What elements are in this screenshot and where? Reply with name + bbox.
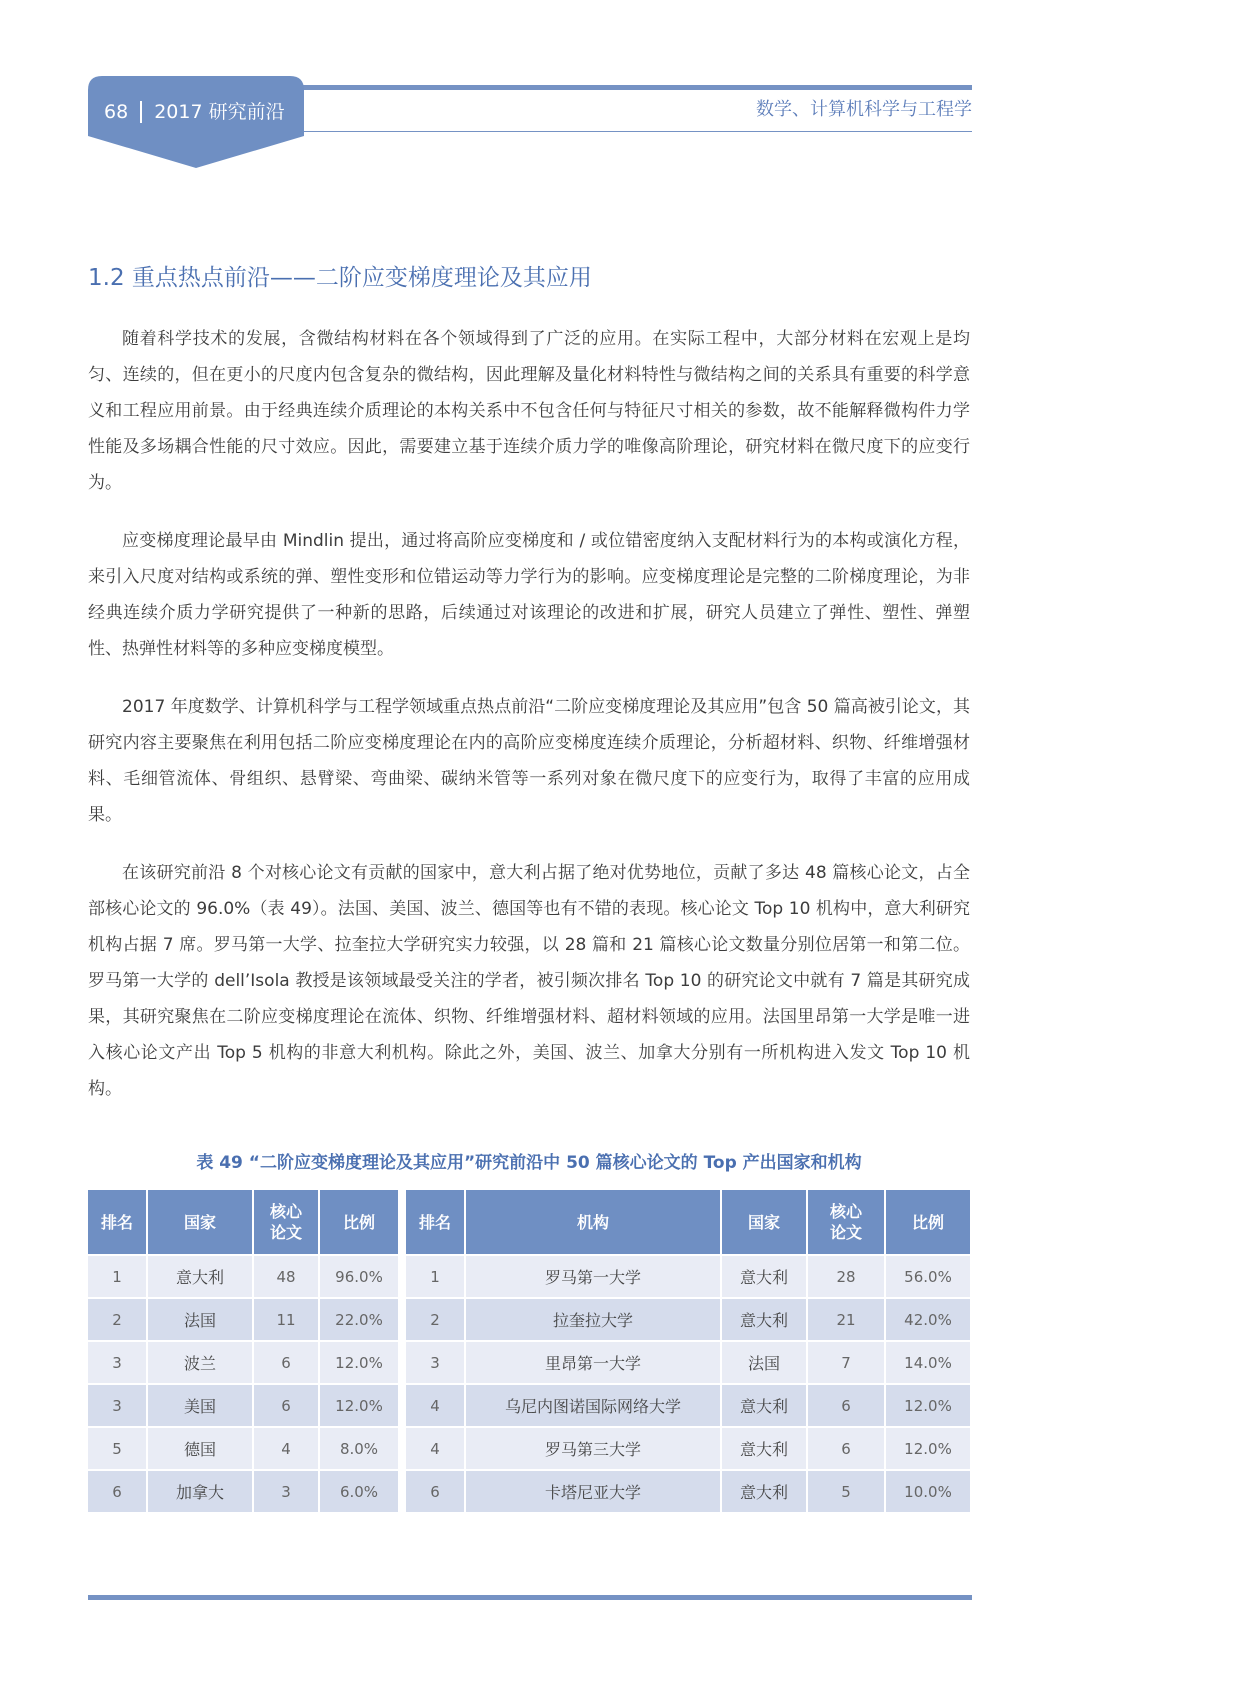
cell-papers: 7 (808, 1340, 886, 1383)
cell-country: 法国 (722, 1340, 808, 1383)
header-rule-top (300, 85, 972, 90)
cell-papers: 3 (254, 1469, 320, 1512)
cell-papers: 6 (808, 1383, 886, 1426)
cell-papers: 28 (808, 1254, 886, 1297)
header-papers: 核心论文 (254, 1190, 320, 1254)
header-country: 国家 (722, 1190, 808, 1254)
cell-papers: 6 (808, 1426, 886, 1469)
table-row (406, 1469, 970, 1512)
cell-ratio: 22.0% (320, 1297, 400, 1340)
header-rank: 排名 (88, 1190, 148, 1254)
cell-country: 意大利 (722, 1469, 808, 1512)
cell-rank: 1 (406, 1254, 466, 1297)
institution-table (406, 1190, 970, 1512)
header-country: 国家 (148, 1190, 254, 1254)
paragraph-3: 2017 年度数学、计算机科学与工程学领域重点热点前沿“二阶应变梯度理论及其应用”包含 50 篇高被引论文，其研究内容主要聚焦在利用包括二阶应变梯度理论在内的高阶应变梯度连续介质理论，分析超材料、织物、纤维增强材料、毛细管流体、骨组织、悬臂梁、弯曲梁、碳纳米管等一系列对象在微尺度下的应变行为，取得了丰富的应用成果。 (88, 697, 970, 825)
cell-papers: 11 (254, 1297, 320, 1340)
header-ratio: 比例 (320, 1190, 400, 1254)
table-row (88, 1297, 400, 1340)
table-row (88, 1426, 400, 1469)
cell-institution: 罗马第三大学 (466, 1426, 722, 1469)
cell-papers: 48 (254, 1254, 320, 1297)
cell-ratio: 96.0% (320, 1254, 400, 1297)
table-row (406, 1297, 970, 1340)
cell-rank: 6 (406, 1469, 466, 1512)
cell-ratio: 8.0% (320, 1426, 400, 1469)
cell-ratio: 12.0% (320, 1340, 400, 1383)
cell-ratio: 14.0% (886, 1340, 970, 1383)
table-row (88, 1254, 400, 1297)
header-ratio: 比例 (886, 1190, 970, 1254)
cell-rank: 2 (406, 1297, 466, 1340)
institution-header-row (406, 1190, 970, 1254)
cell-rank: 3 (406, 1340, 466, 1383)
cell-rank: 3 (88, 1340, 148, 1383)
cell-institution: 乌尼内图诺国际网络大学 (466, 1383, 722, 1426)
cell-ratio: 12.0% (886, 1426, 970, 1469)
cell-country: 意大利 (722, 1254, 808, 1297)
cell-institution: 拉奎拉大学 (466, 1297, 722, 1340)
table-row (406, 1426, 970, 1469)
country-table (88, 1190, 400, 1512)
header-tab (88, 76, 304, 168)
cell-country: 意大利 (722, 1297, 808, 1340)
cell-ratio: 56.0% (886, 1254, 970, 1297)
cell-papers: 5 (808, 1469, 886, 1512)
header-institution: 机构 (466, 1190, 722, 1254)
table-row (406, 1254, 970, 1297)
footer-rule (88, 1595, 972, 1600)
paragraph-4: 在该研究前沿 8 个对核心论文有贡献的国家中，意大利占据了绝对优势地位，贡献了多达 48 篇核心论文，占全部核心论文的 96.0%（表 49）。法国、美国、波兰、德国等也有不错的表现。核心论文 Top 10 机构中，意大利研究机构占据 7 席。罗马第一大学、拉奎拉大学研究实力较强，以 28 篇和 21 篇核心论文数量分别位居第一和第二位。罗马第一大学的 dell’Isola 教授是该领域最受关注的学者，被引频次排名 Top 10 的研究论文中就有 7 篇是其研究成果，其研究聚焦在二阶应变梯度理论在流体、织物、纤维增强材料、超材料领域的应用。法国里昂第一大学是唯一进入核心论文产出 Top 5 机构的非意大利机构。除此之外，美国、波兰、加拿大分别有一所机构进入发文 Top 10 机构。 (88, 863, 970, 1099)
cell-institution: 卡塔尼亚大学 (466, 1469, 722, 1512)
cell-rank: 1 (88, 1254, 148, 1297)
cell-country: 意大利 (148, 1254, 254, 1297)
book-title: 2017 研究前沿 (154, 101, 285, 123)
cell-ratio: 6.0% (320, 1469, 400, 1512)
cell-ratio: 12.0% (886, 1383, 970, 1426)
cell-ratio: 42.0% (886, 1297, 970, 1340)
paragraph-2: 应变梯度理论最早由 Mindlin 提出，通过将高阶应变梯度和 / 或位错密度纳入支配材料行为的本构或演化方程，来引入尺度对结构或系统的弹、塑性变形和位错运动等力学行为的影响。应变梯度理论是完整的二阶梯度理论，为非经典连续介质力学研究提供了一种新的思路，后续通过对该理论的改进和扩展，研究人员建立了弹性、塑性、弹塑性、热弹性材料等的多种应变梯度模型。 (88, 531, 970, 659)
cell-institution: 罗马第一大学 (466, 1254, 722, 1297)
table-row (88, 1340, 400, 1383)
table-row (406, 1383, 970, 1426)
cell-country: 意大利 (722, 1383, 808, 1426)
header-separator (140, 101, 142, 123)
cell-papers: 6 (254, 1383, 320, 1426)
section-heading: 1.2 重点热点前沿——二阶应变梯度理论及其应用 (88, 265, 592, 291)
data-table (88, 1190, 970, 1512)
table-row (406, 1340, 970, 1383)
cell-country: 美国 (148, 1383, 254, 1426)
header-rule-bottom (300, 131, 972, 132)
cell-country: 德国 (148, 1426, 254, 1469)
cell-country: 法国 (148, 1297, 254, 1340)
cell-rank: 3 (88, 1383, 148, 1426)
table-row (88, 1469, 400, 1512)
page-number: 68 (104, 101, 129, 123)
cell-rank: 4 (406, 1383, 466, 1426)
cell-ratio: 10.0% (886, 1469, 970, 1512)
country-header-row (88, 1190, 400, 1254)
cell-rank: 4 (406, 1426, 466, 1469)
cell-rank: 5 (88, 1426, 148, 1469)
cell-country: 加拿大 (148, 1469, 254, 1512)
cell-country: 波兰 (148, 1340, 254, 1383)
table-row (88, 1383, 400, 1426)
table-caption: 表 49 “二阶应变梯度理论及其应用”研究前沿中 50 篇核心论文的 Top 产出国家和机构 (196, 1153, 862, 1173)
paragraph-1: 随着科学技术的发展，含微结构材料在各个领域得到了广泛的应用。在实际工程中，大部分材料在宏观上是均匀、连续的，但在更小的尺度内包含复杂的微结构，因此理解及量化材料特性与微结构之间的关系具有重要的科学意义和工程应用前景。由于经典连续介质理论的本构关系中不包含任何与特征尺寸相关的参数，故不能解释微构件力学性能及多场耦合性能的尺寸效应。因此，需要建立基于连续介质力学的唯像高阶理论，研究材料在微尺度下的应变行为。 (88, 329, 970, 493)
header-rank: 排名 (406, 1190, 466, 1254)
cell-papers: 6 (254, 1340, 320, 1383)
cell-ratio: 12.0% (320, 1383, 400, 1426)
cell-country: 意大利 (722, 1426, 808, 1469)
section-title: 数学、计算机科学与工程学 (756, 99, 972, 120)
header-papers: 核心论文 (808, 1190, 886, 1254)
body-text (88, 321, 970, 1129)
cell-rank: 2 (88, 1297, 148, 1340)
cell-institution: 里昂第一大学 (466, 1340, 722, 1383)
cell-papers: 21 (808, 1297, 886, 1340)
cell-rank: 6 (88, 1469, 148, 1512)
cell-papers: 4 (254, 1426, 320, 1469)
